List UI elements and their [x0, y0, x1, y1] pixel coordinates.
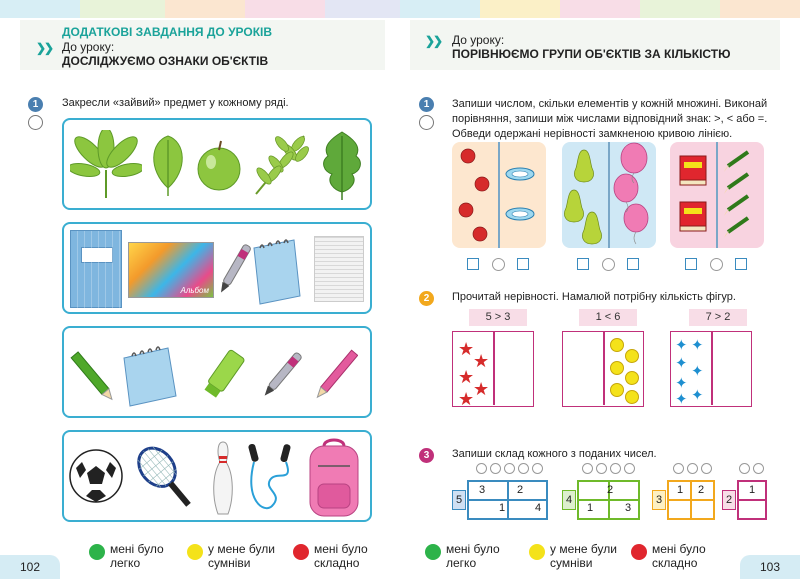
circle-icon [625, 349, 639, 363]
check-circle[interactable] [28, 115, 43, 130]
answer-square[interactable] [577, 258, 589, 270]
feedback-doubt [550, 542, 617, 570]
feedback-doubt-line: у мене були [550, 542, 617, 556]
sparkle-icon: ✦ [675, 337, 688, 354]
task-number-badge: 3 [419, 448, 434, 463]
color-strip [80, 0, 165, 18]
notebook-image[interactable] [70, 230, 122, 308]
house-roof-number: 3 [652, 490, 666, 510]
linden-leaf-image[interactable] [146, 132, 190, 198]
color-strip [480, 0, 560, 18]
circle-icon [625, 371, 639, 385]
answer-square[interactable] [517, 258, 529, 270]
answer-square[interactable] [735, 258, 747, 270]
color-strip [400, 0, 480, 18]
circle-icon [610, 383, 624, 397]
house-body [577, 480, 640, 520]
house-cell[interactable]: 3 [478, 484, 486, 496]
green-pencil-image[interactable] [68, 346, 118, 406]
drawing-box-2[interactable] [562, 331, 644, 407]
set-panel-1 [452, 142, 546, 248]
oak-leaf-image[interactable] [318, 128, 366, 202]
pen-image[interactable] [260, 344, 304, 406]
house-cell[interactable]: 1 [676, 484, 684, 496]
pink-pencil-image[interactable] [314, 344, 358, 406]
feedback-hard-line: мені було [652, 542, 706, 556]
color-strip [560, 0, 640, 18]
feedback-doubt-line: сумніви [208, 556, 251, 570]
feedback-easy [110, 542, 164, 570]
drawing-box-3[interactable] [670, 331, 752, 407]
sign-circle[interactable] [710, 258, 723, 271]
small-circle[interactable] [490, 463, 501, 474]
house-body [667, 480, 715, 520]
house-roof-number: 5 [452, 490, 466, 510]
inequality-label: 5 > 3 [469, 309, 527, 326]
feedback-doubt [208, 542, 275, 570]
star-icon: ★ [458, 367, 475, 387]
answer-square[interactable] [685, 258, 697, 270]
set-panel-2 [562, 142, 656, 248]
left-lesson-title: ДОСЛІДЖУЄМО ОЗНАКИ ОБ'ЄКТІВ [62, 54, 269, 68]
small-circle[interactable] [739, 463, 750, 474]
notepad-image[interactable] [118, 340, 180, 410]
small-circle[interactable] [753, 463, 764, 474]
task-number-badge: 1 [28, 97, 43, 112]
chevron-double-icon: ❯❯ [36, 41, 53, 55]
highlighter-image[interactable] [202, 344, 246, 404]
feedback-easy-line: легко [110, 556, 141, 570]
feedback-hard-line: мені було [314, 542, 368, 556]
yellow-circle-icon[interactable] [529, 544, 545, 560]
task-number-badge: 1 [419, 97, 434, 112]
right-task2-text: Прочитай нерівності. Намалюй потрібну кількість фігур. [452, 291, 736, 303]
house-cell[interactable]: 2 [606, 484, 614, 496]
album-image[interactable] [128, 242, 214, 298]
chevron-double-icon: ❯❯ [425, 34, 442, 48]
feedback-doubt-line: у мене були [208, 542, 275, 556]
right-task1-text-line: Обведи одержані нерівності замкненою кривою лінією. [452, 128, 733, 140]
inequality-label: 1 < 6 [579, 309, 637, 326]
star-icon: ★ [473, 379, 490, 399]
object-row-2 [62, 222, 372, 314]
star-icon: ★ [473, 351, 490, 371]
apples-set [452, 142, 546, 248]
answer-square[interactable] [467, 258, 479, 270]
yellow-circle-icon[interactable] [187, 544, 203, 560]
small-circle[interactable] [518, 463, 529, 474]
house-roof-number: 4 [562, 490, 576, 510]
feedback-easy [446, 542, 500, 570]
red-circle-icon[interactable] [293, 544, 309, 560]
sparkle-icon: ✦ [691, 363, 704, 380]
small-circle[interactable] [673, 463, 684, 474]
album-label: Альбом [180, 286, 209, 295]
circle-icon [625, 390, 639, 404]
small-circle[interactable] [476, 463, 487, 474]
inequality-label: 7 > 2 [689, 309, 747, 326]
feedback-hard [314, 542, 368, 570]
house-cell[interactable]: 2 [516, 484, 524, 496]
object-row-1 [62, 118, 372, 210]
sparkle-icon: ✦ [691, 337, 704, 354]
check-circle[interactable] [419, 115, 434, 130]
feedback-hard [652, 542, 706, 570]
color-strip [0, 0, 80, 18]
small-circle[interactable] [610, 463, 621, 474]
circle-icon [610, 361, 624, 375]
books-pencils-set [670, 142, 764, 248]
page-number: 102 [0, 555, 60, 579]
house-cell[interactable]: 3 [624, 502, 632, 514]
feedback-hard-line: складно [314, 556, 360, 570]
object-row-3 [62, 326, 372, 418]
drawing-box-1[interactable] [452, 331, 534, 407]
right-task3-text: Запиши склад кожного з поданих чисел. [452, 448, 657, 460]
right-lesson-title: ПОРІВНЮЄМО ГРУПИ ОБ'ЄКТІВ ЗА КІЛЬКІСТЮ [452, 47, 731, 61]
sparkle-icon: ✦ [675, 355, 688, 372]
red-circle-icon[interactable] [631, 544, 647, 560]
star-icon: ★ [458, 339, 475, 359]
bowling-pin-image[interactable] [210, 440, 236, 516]
right-lesson-prefix: До уроку: [452, 33, 505, 47]
green-apple-image[interactable] [196, 138, 242, 192]
feedback-easy-line: легко [446, 556, 477, 570]
pears-balloons-set [562, 142, 656, 248]
set-panel-3 [670, 142, 764, 248]
small-circle[interactable] [701, 463, 712, 474]
answer-square[interactable] [627, 258, 639, 270]
small-circle[interactable] [504, 463, 515, 474]
color-strip [165, 0, 245, 18]
feedback-easy-line: мені було [110, 542, 164, 556]
sparkle-icon: ✦ [675, 375, 688, 392]
backpack-image[interactable] [302, 436, 366, 520]
feedback-hard-line: складно [652, 556, 698, 570]
house-cell[interactable]: 1 [586, 502, 594, 514]
color-strip [640, 0, 720, 18]
color-strip [245, 0, 325, 18]
star-icon: ★ [458, 389, 475, 409]
color-strip [325, 0, 400, 18]
sparkle-icon: ✦ [691, 387, 704, 404]
house-cell[interactable]: 1 [498, 502, 506, 514]
sparkle-icon: ✦ [675, 391, 688, 408]
right-task1-text-line: Запиши числом, скільки елементів у кожній множині. Виконай [452, 98, 768, 110]
feedback-doubt-line: сумніви [550, 556, 593, 570]
small-circle[interactable] [687, 463, 698, 474]
right-task1-text-line: порівняння, запиши між числами відповідний знак: >, < або =. [452, 113, 768, 125]
small-circle[interactable] [532, 463, 543, 474]
notepad-image[interactable] [248, 234, 304, 306]
left-task1-text: Закресли «зайвий» предмет у кожному ряді. [62, 97, 289, 109]
small-circle[interactable] [596, 463, 607, 474]
jump-rope-image[interactable] [244, 440, 296, 516]
chestnut-leaf-image[interactable] [70, 130, 142, 200]
small-circle[interactable] [624, 463, 635, 474]
left-header-title: ДОДАТКОВІ ЗАВДАННЯ ДО УРОКІВ [62, 25, 273, 39]
green-circle-icon[interactable] [89, 544, 105, 560]
sign-circle[interactable] [492, 258, 505, 271]
page-number: 103 [740, 555, 800, 579]
green-circle-icon[interactable] [425, 544, 441, 560]
task-number-badge: 2 [419, 291, 434, 306]
circle-icon [610, 338, 624, 352]
left-lesson-prefix: До уроку: [62, 40, 115, 54]
small-circle[interactable] [582, 463, 593, 474]
house-body [467, 480, 548, 520]
house-cell[interactable]: 2 [697, 484, 705, 496]
rowan-leaf-image[interactable] [246, 130, 312, 200]
house-cell[interactable]: 1 [748, 484, 756, 496]
tennis-racket-image[interactable] [128, 440, 204, 516]
color-strip [720, 0, 800, 18]
house-body [737, 480, 767, 520]
house-roof-number: 2 [722, 490, 736, 510]
right-task1-text [452, 97, 767, 142]
feedback-easy-line: мені було [446, 542, 500, 556]
object-row-4 [62, 430, 372, 522]
soccer-ball-image[interactable] [68, 448, 124, 504]
sign-circle[interactable] [602, 258, 615, 271]
house-cell[interactable]: 4 [534, 502, 542, 514]
graph-paper-image[interactable] [314, 236, 364, 302]
